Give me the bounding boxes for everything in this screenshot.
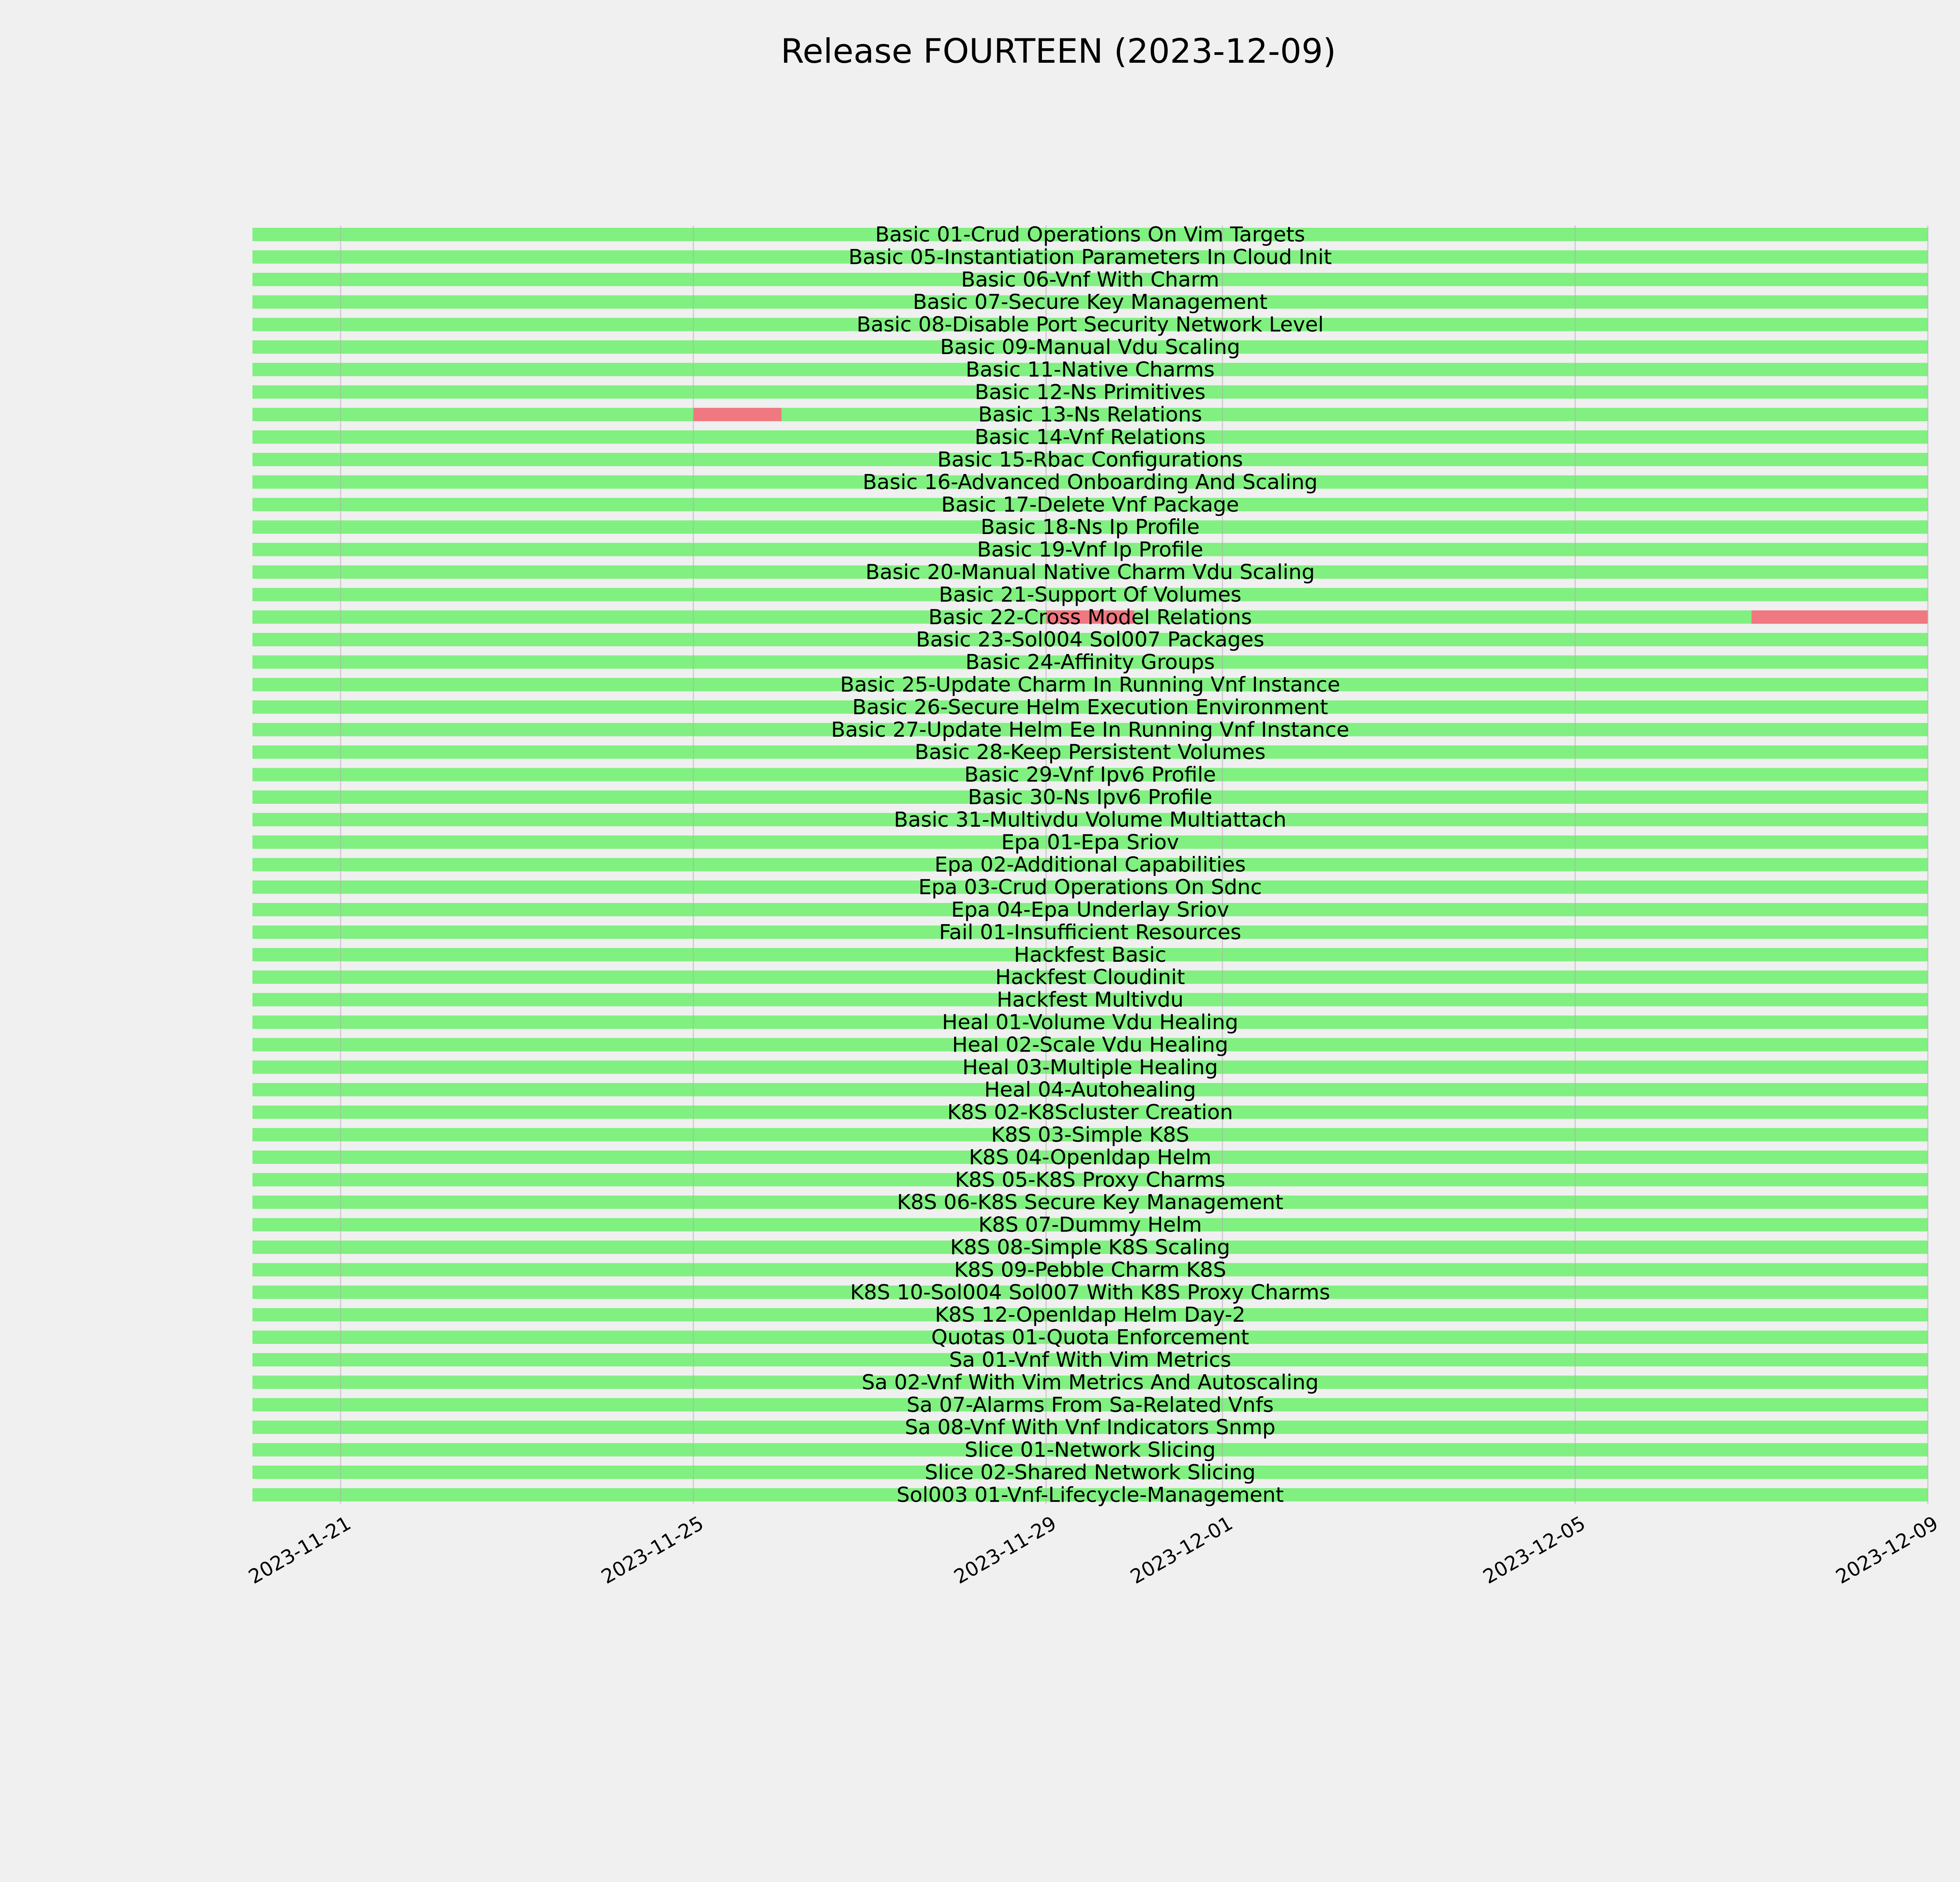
- row-label: Basic 11-Native Charms: [965, 358, 1215, 382]
- row-label: Heal 04-Autohealing: [984, 1078, 1196, 1102]
- x-tick-label: 2023-12-01: [1126, 1511, 1237, 1589]
- x-tick-label: 2023-12-09: [1832, 1511, 1942, 1589]
- row-label: Hackfest Multivdu: [996, 988, 1184, 1012]
- row-label: Basic 09-Manual Vdu Scaling: [940, 335, 1240, 359]
- row-label: Sa 07-Alarms From Sa-Related Vnfs: [906, 1393, 1274, 1417]
- row-label: Basic 28-Keep Persistent Volumes: [915, 740, 1266, 765]
- row-label: Basic 16-Advanced Onboarding And Scaling: [862, 470, 1318, 494]
- row-label: Basic 21-Support Of Volumes: [938, 583, 1242, 607]
- row-label: Basic 12-Ns Primitives: [975, 380, 1206, 404]
- row-label: Basic 15-Rbac Configurations: [937, 448, 1243, 472]
- row-label: K8S 07-Dummy Helm: [978, 1213, 1202, 1237]
- row-label: Basic 23-Sol004 Sol007 Packages: [916, 628, 1265, 652]
- row-label: Basic 05-Instantiation Parameters In Cloud Init: [848, 245, 1332, 269]
- row-label: Basic 06-Vnf With Charm: [961, 267, 1220, 292]
- row-label: Basic 25-Update Charm In Running Vnf Instance: [840, 673, 1340, 697]
- row-label: Basic 24-Affinity Groups: [965, 650, 1215, 674]
- row-label: Basic 17-Delete Vnf Package: [941, 492, 1239, 517]
- row-label: Basic 20-Manual Native Charm Vdu Scaling: [865, 560, 1315, 584]
- row-label: K8S 05-K8S Proxy Charms: [955, 1168, 1225, 1192]
- chart-title: Release FOURTEEN (2023-12-09): [780, 32, 1336, 71]
- x-tick-label: 2023-11-29: [950, 1511, 1060, 1589]
- row-label: Basic 22-Cross Model Relations: [928, 605, 1252, 629]
- row-label: Quotas 01-Quota Enforcement: [931, 1325, 1249, 1350]
- row-label: Slice 01-Network Slicing: [964, 1438, 1216, 1462]
- row-label: K8S 08-Simple K8S Scaling: [950, 1235, 1230, 1259]
- row-label: Heal 02-Scale Vdu Healing: [952, 1033, 1229, 1057]
- row-label: K8S 10-Sol004 Sol007 With K8S Proxy Charms: [850, 1280, 1330, 1304]
- row-label: Sa 01-Vnf With Vim Metrics: [949, 1348, 1231, 1372]
- row-label: K8S 03-Simple K8S: [991, 1123, 1189, 1147]
- row-label: Epa 02-Additional Capabilities: [935, 853, 1246, 877]
- row-label: Fail 01-Insufficient Resources: [939, 920, 1241, 945]
- row-label: Basic 27-Update Helm Ee In Running Vnf Instance: [831, 718, 1349, 742]
- row-label: K8S 06-K8S Secure Key Management: [897, 1190, 1283, 1215]
- row-label: Epa 01-Epa Sriov: [1001, 830, 1179, 854]
- row-label: Basic 08-Disable Port Security Network Level: [857, 312, 1324, 337]
- row-label: Basic 14-Vnf Relations: [975, 425, 1206, 449]
- row-label: Epa 03-Crud Operations On Sdnc: [918, 875, 1262, 899]
- row-label: K8S 04-Openldap Helm: [969, 1145, 1212, 1170]
- row-label: Hackfest Basic: [1014, 943, 1167, 967]
- row-bar-fail: [693, 408, 782, 421]
- row-label: Basic 07-Secure Key Management: [913, 290, 1268, 314]
- row-label: K8S 12-Openldap Helm Day-2: [935, 1303, 1246, 1327]
- row-label: Sa 02-Vnf With Vim Metrics And Autoscaling: [862, 1370, 1319, 1395]
- row-label: Basic 19-Vnf Ip Profile: [977, 538, 1203, 562]
- x-tick-label: 2023-12-05: [1479, 1511, 1590, 1589]
- row-label: Basic 13-Ns Relations: [978, 403, 1202, 427]
- row-label: Basic 18-Ns Ip Profile: [980, 515, 1200, 540]
- row-label: K8S 09-Pebble Charm K8S: [954, 1258, 1227, 1282]
- row-label: Basic 30-Ns Ipv6 Profile: [968, 785, 1212, 809]
- row-label: Basic 01-Crud Operations On Vim Targets: [875, 223, 1305, 247]
- x-tick-label: 2023-11-21: [245, 1511, 355, 1589]
- row-label: Heal 03-Multiple Healing: [962, 1055, 1218, 1079]
- row-label: Basic 31-Multivdu Volume Multiattach: [894, 808, 1287, 832]
- row-label: Basic 29-Vnf Ipv6 Profile: [964, 763, 1216, 787]
- row-label: Sol003 01-Vnf-Lifecycle-Management: [897, 1483, 1284, 1507]
- row-label: Epa 04-Epa Underlay Sriov: [951, 898, 1229, 922]
- row-label: Basic 26-Secure Helm Execution Environment: [852, 695, 1328, 719]
- row-label: K8S 02-K8Scluster Creation: [947, 1100, 1233, 1124]
- row-label: Sa 08-Vnf With Vnf Indicators Snmp: [905, 1415, 1276, 1440]
- row-label: Hackfest Cloudinit: [995, 965, 1185, 990]
- x-tick-label: 2023-11-25: [597, 1511, 708, 1589]
- row-bar-fail: [1751, 610, 1928, 624]
- row-label: Slice 02-Shared Network Slicing: [924, 1461, 1256, 1484]
- row-label: Heal 01-Volume Vdu Healing: [942, 1010, 1238, 1034]
